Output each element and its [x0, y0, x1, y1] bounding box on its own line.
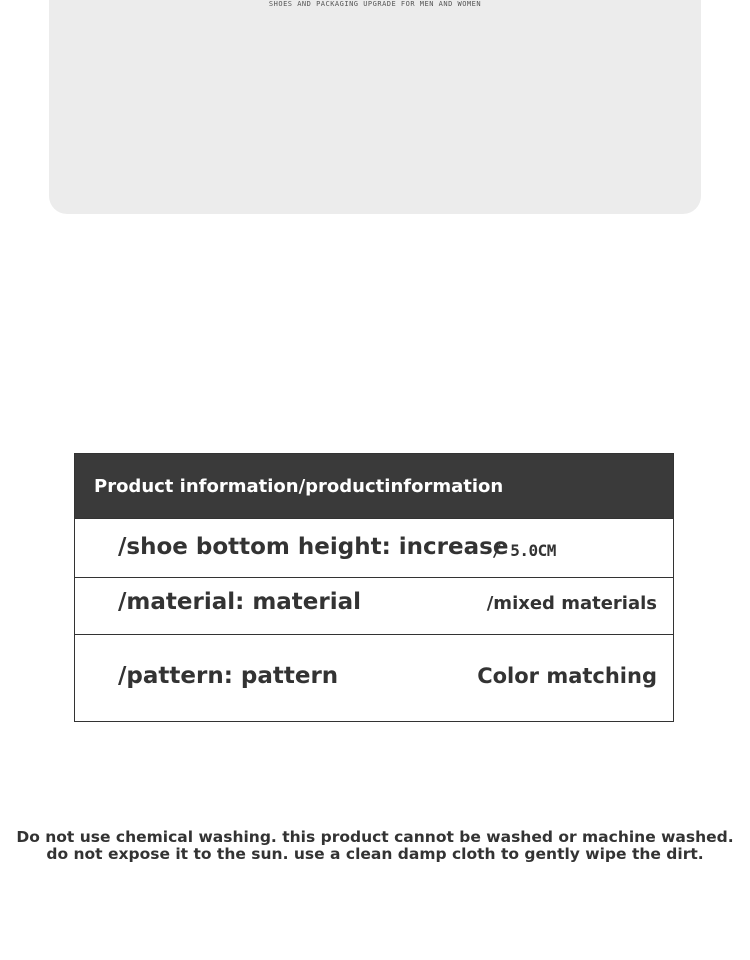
- row-value-material: /mixed materials: [486, 593, 657, 614]
- product-image-panel: [49, 0, 701, 214]
- row-value-shoe-bottom-height: / 5.0CM: [492, 541, 556, 560]
- row-label-pattern: /pattern: pattern: [118, 663, 339, 689]
- product-info-table: [74, 453, 674, 722]
- table-row: [75, 635, 673, 721]
- banner-tagline: SHOES AND PACKAGING UPGRADE FOR MEN AND WOMEN: [268, 0, 482, 8]
- care-instructions: Do not use chemical washing. this product cannot be washed or machine washed. do not expose it to the sun. use a clean damp cloth to gently wipe the dirt.: [16, 828, 734, 863]
- table-row: [75, 519, 673, 578]
- row-value-pattern: Color matching: [477, 664, 657, 688]
- row-label-shoe-bottom-height: /shoe bottom height: increase: [118, 534, 509, 560]
- table-row: [75, 578, 673, 635]
- row-label-material: /material: material: [118, 589, 362, 615]
- product-info-header: Product information/productinformation: [75, 454, 673, 519]
